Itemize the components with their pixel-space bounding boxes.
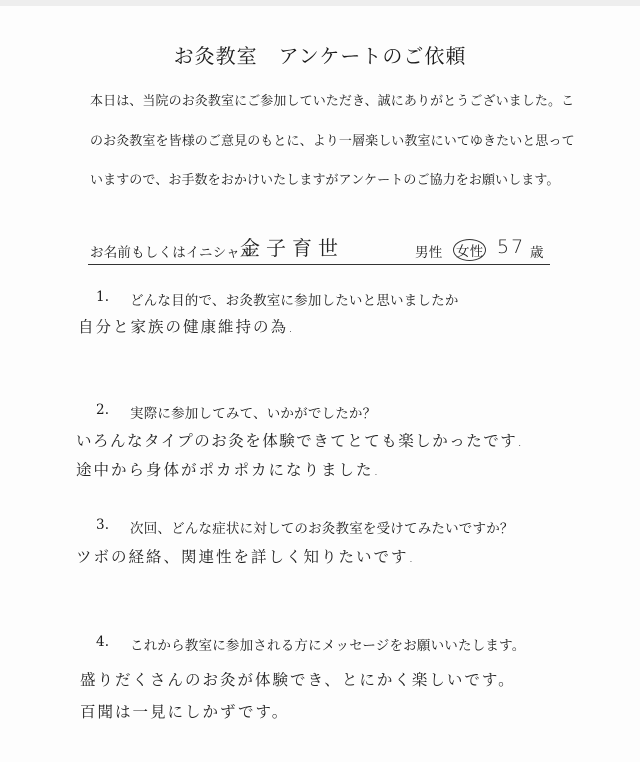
intro-line-3: いますので、お手数をおかけいたしますがアンケートのご協力をお願いします。 (90, 173, 560, 188)
intro-line-1: 本日は、当院のお灸教室にご参加していただき、誠にありがとうございました。こ (90, 94, 575, 109)
answer-4-line-1[interactable]: 盛りだくさんのお灸が体験でき、とにかく楽しいです。 (80, 671, 516, 689)
gender-male[interactable]: 男性 (415, 245, 443, 261)
name-label: お名前もしくはイニシャル (90, 245, 254, 261)
name-value[interactable]: 金子育世 (240, 236, 344, 260)
answer-4-line-2[interactable]: 百聞は一見にしかずです。 (80, 703, 290, 721)
gender-female-label: 女性 (453, 239, 486, 261)
intro-line-2: のお灸教室を皆様のご意見のもとに、より一層楽しい教室にいてゆきたいと思って (90, 134, 575, 149)
question-2-text: 実際に参加してみて、いかがでしたか？ (130, 406, 377, 422)
scan-edge (0, 0, 640, 6)
question-3-number: 3. (96, 517, 110, 533)
question-4-text: これから教室に参加される方にメッセージをお願いいたします。 (130, 638, 526, 654)
question-3-text: 次回、どんな症状に対してのお灸教室を受けてみたいですか？ (130, 521, 514, 537)
name-underline (88, 264, 550, 265)
question-1-number: 1. (96, 289, 110, 305)
question-2-number: 2. (96, 402, 110, 418)
answer-1-line-1[interactable]: 自分と家族の健康維持の為. (78, 318, 295, 336)
page-title: お灸教室 アンケートのご依頼 (173, 44, 467, 68)
age-unit: 歳 (530, 245, 544, 261)
age-value[interactable]: 57 (497, 236, 526, 258)
question-1-text: どんな目的で、お灸教室に参加したいと思いましたか (130, 293, 459, 309)
answer-2-line-1[interactable]: いろんなタイプのお灸を体験できてとても楽しかったです. (76, 432, 524, 450)
question-4-number: 4. (96, 634, 110, 650)
gender-female-selected[interactable] (453, 239, 486, 261)
answer-2-line-2[interactable]: 途中から身体がポカポカになりました. (76, 461, 381, 479)
answer-3-line-1[interactable]: ツボの経絡、関連性を詳しく知りたいです. (76, 548, 416, 566)
